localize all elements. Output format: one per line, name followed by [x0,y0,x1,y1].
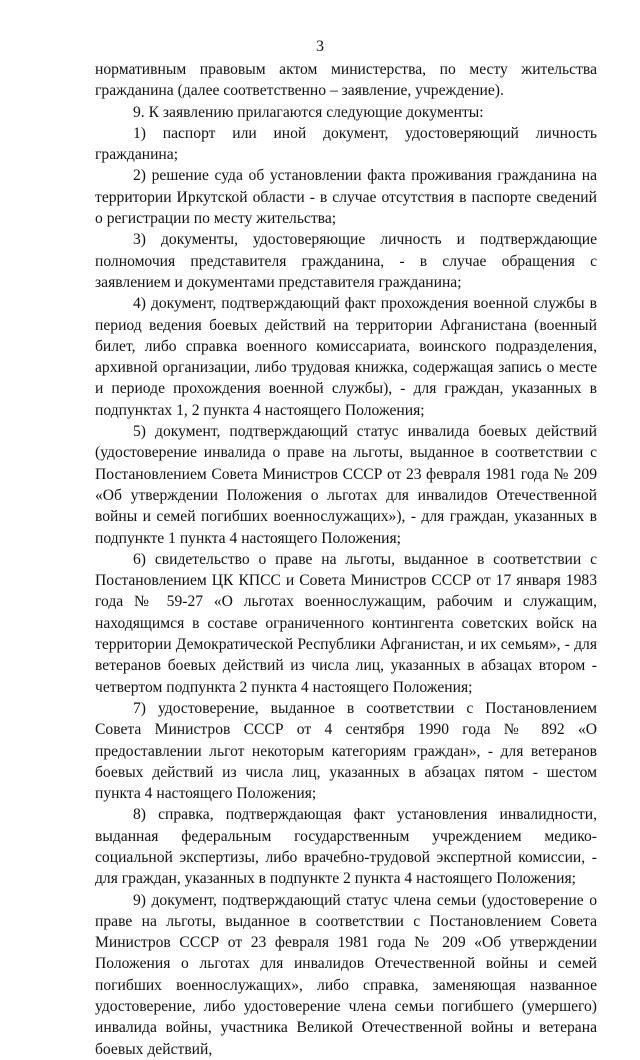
paragraph-item-3: 3) документы, удостоверяющие личность и подтверждающие полномочия представителя гражданина, - в случае обращения с заявлением и документами представителя гражданина; [95,231,597,291]
paragraph-item-4: 4) документ, подтверждающий факт прохождения военной службы в период ведения боевых действий на территории Афганистана (военный билет, либо справка военного комиссариата, воинского подразделения, архивной организации, либо трудовая книжка, содержащая запись о месте и периоде прохождения военной службы), - для граждан, указанных в подпунктах 1, 2 пункта 4 настоящего Положения; [95,295,597,419]
paragraph-continuation: нормативным правовым актом министерства, по месту жительства гражданина (далее соответственно – заявление, учреждение). [95,61,597,100]
paragraph-item-8: 8) справка, подтверждающая факт установления инвалидности, выданная федеральным государственным учреждением медико-социальной экспертизы, либо врачебно-трудовой экспертной комиссии, - для граждан, указанных в подпункте 2 пункта 4 настоящего Положения; [95,806,597,888]
paragraph-item-5: 5) документ, подтверждающий статус инвалида боевых действий (удостоверение инвалида о праве на льготы, выданное в соответствии с Постановлением Совета Министров СССР от 23 февраля 1981 года № 209 «Об утверждении Положения о льготах для инвалидов Отечественной войны и семей погибших военнослужащих»), - для граждан, указанных в подпункте 1 пункта 4 настоящего Положения; [95,423,597,547]
paragraph-item-9: 9) документ, подтверждающий статус члена семьи (удостоверение о праве на льготы, выданное в соответствии с Постановлением Совета Министров СССР от 23 февраля 1981 года № 209 «Об утверждении Положения о льготах для инвалидов Отечественной войны и семей погибших военнослужащих», либо справка, заменяющая названное удостоверение, либо удостоверение члена семьи погибшего (умершего) инвалида войны, участника Великой Отечественной войны и ветерана боевых действий, [95,891,597,1058]
document-body [95,59,597,1060]
paragraph-item-2: 2) решение суда об установлении факта проживания гражданина на территории Иркутской области - в случае отсутствия в паспорте сведений о регистрации по месту жительства; [95,167,597,228]
paragraph-item-7: 7) удостоверение, выданное в соответствии с Постановлением Совета Министров СССР от 4 сентября 1990 года № 892 «О предоставлении льгот некоторым категориям граждан», - для ветеранов боевых действий из числа лиц, указанных в абзацах пятом - шестом пункта 4 настоящего Положения; [95,699,597,803]
page-number: 3 [316,38,324,55]
paragraph-clause-9: 9. К заявлению прилагаются следующие документы: [133,103,484,121]
paragraph-item-6: 6) свидетельство о праве на льготы, выданное в соответствии с Постановлением ЦК КПСС и Совета Министров СССР от 17 января 1983 года № 59-27 «О льготах военнослужащим, рабочим и служащим, находящимся в составе ограниченного контингента советских войск на территории Демократической Республики Афганистан, и их семьям», - для ветеранов боевых действий из числа лиц, указанных в абзацах втором - четвертом подпункта 2 пункта 4 настоящего Положения; [95,550,597,696]
paragraph-item-1: 1) паспорт или иной документ, удостоверяющий личность гражданина; [95,124,597,164]
